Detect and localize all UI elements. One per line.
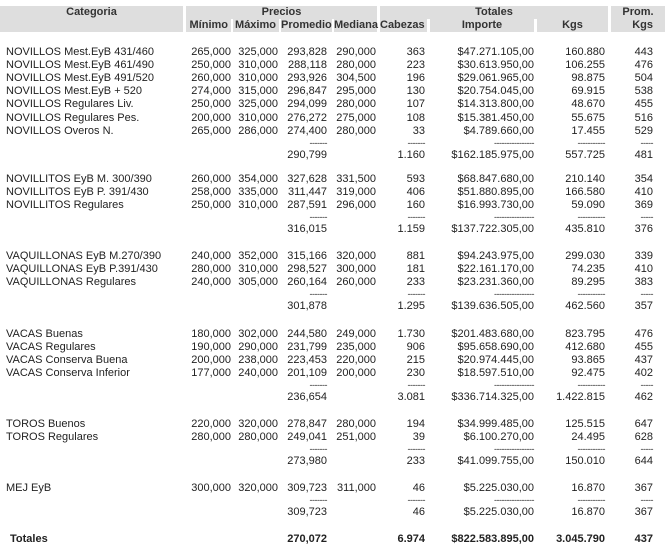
header-kgs: Kgs [537, 19, 608, 32]
cell-max: 315,000 [238, 85, 278, 98]
cell-max: 286,000 [238, 124, 278, 137]
cell-pk: 538 [634, 85, 653, 98]
cell-imp: $139.636.505,00 [451, 300, 534, 313]
cell-min: 250,000 [191, 98, 231, 111]
table-row [0, 72, 665, 85]
cell-min: 280,000 [191, 431, 231, 444]
cell-prom: 296,847 [287, 85, 327, 98]
separator-dashes: ------- [407, 137, 425, 148]
cell-cat: MEJ EyB [6, 482, 52, 494]
cell-prom: 301,878 [287, 300, 327, 313]
cell-imp: $29.061.965,00 [457, 72, 534, 85]
table-row [0, 98, 665, 111]
cell-imp: $5.225.030,00 [463, 482, 534, 494]
header-categoria: Categoria [0, 6, 183, 19]
cell-min: 260,000 [191, 173, 231, 185]
cell-cat: NOVILLOS Mest.EyB 431/460 [6, 46, 154, 58]
separator-dashes: ------- [309, 444, 327, 455]
separator-dashes: ------- [309, 212, 327, 223]
cell-pk: 357 [634, 300, 653, 313]
separator-dashes: ---------------- [494, 212, 534, 223]
cell-max: 310,000 [238, 72, 278, 85]
separator-dashes: ----- [640, 289, 653, 300]
cell-cab: 39 [412, 431, 425, 444]
separator-dashes: ----------- [577, 212, 605, 223]
separator-dashes: ----- [640, 380, 653, 391]
cell-prom: 316,015 [287, 223, 327, 236]
cell-med: 280,000 [336, 124, 376, 137]
cell-min: 240,000 [191, 250, 231, 262]
table-row [0, 263, 665, 276]
cell-pk: 644 [634, 455, 653, 468]
separator-dashes: ------- [309, 289, 327, 300]
cell-imp: $16.993.730,00 [457, 199, 534, 212]
cell-cat: VAQUILLONAS Regulares [6, 276, 137, 289]
cell-prom: 290,799 [287, 148, 327, 161]
cell-cab: 181 [406, 263, 425, 276]
cell-imp: $41.099.755,00 [457, 455, 534, 468]
cell-pk: 529 [634, 124, 653, 137]
cell-med: 331,500 [336, 173, 376, 185]
cell-max: 305,000 [238, 276, 278, 289]
cell-prom: 278,847 [287, 418, 327, 430]
cell-cat: NOVILLITOS EyB P. 391/430 [6, 186, 149, 199]
cell-pk: 354 [634, 173, 653, 185]
cell-cab: 881 [406, 250, 425, 262]
cell-med: 300,000 [336, 263, 376, 276]
cell-cat: NOVILLITOS EyB M. 300/390 [6, 173, 152, 185]
cell-prom: 249,041 [287, 431, 327, 444]
cell-prom: 244,580 [287, 328, 327, 340]
cell-imp: $14.313.800,00 [457, 98, 534, 111]
cell-pk: 628 [634, 431, 653, 444]
cell-prom: 309,723 [287, 506, 327, 518]
cell-max: 352,000 [238, 250, 278, 262]
cell-min: 265,000 [191, 124, 231, 137]
table-row [0, 354, 665, 367]
cell-cat: VACAS Buenas [6, 328, 83, 340]
cell-prom: 273,980 [287, 455, 327, 468]
separator-dashes: ---------------- [494, 495, 534, 505]
cell-cab: 593 [406, 173, 425, 185]
separator-dashes: ----- [640, 212, 653, 223]
table-row [0, 46, 665, 59]
cell-prom: 327,628 [287, 173, 327, 185]
table-row [0, 112, 665, 125]
cell-pk: 402 [634, 367, 653, 380]
cell-cab: 230 [406, 367, 425, 380]
cell-med: 304,500 [336, 72, 376, 85]
cell-prom: 288,118 [288, 59, 327, 72]
cell-kgs: 160.880 [565, 46, 605, 58]
table-row [0, 482, 665, 495]
cell-min: 250,000 [191, 199, 231, 212]
cell-min: 240,000 [191, 276, 231, 289]
header-minimo: Mínimo [186, 19, 231, 32]
cell-cab: 46 [412, 482, 425, 494]
cell-prom: 293,828 [287, 46, 327, 58]
cell-pk: 476 [634, 59, 653, 72]
header-prom: Prom. [611, 6, 665, 19]
cell-min: 200,000 [191, 111, 231, 124]
cell-min: 250,000 [191, 59, 231, 72]
cell-imp: $23.231.360,00 [457, 276, 534, 289]
cell-prom: 298,527 [287, 263, 327, 276]
cell-pk: 462 [634, 391, 653, 404]
cell-imp: $20.754.045,00 [457, 85, 534, 98]
table-row [0, 59, 665, 72]
cell-min: 220,000 [191, 418, 231, 430]
separator-dashes: ------- [407, 444, 425, 455]
subtotal-row [0, 300, 665, 313]
header-row-1 [0, 6, 665, 19]
cell-med: 251,000 [336, 431, 376, 444]
cell-cab: 107 [406, 98, 425, 111]
cell-cab: 1.295 [397, 300, 425, 313]
table-row [0, 328, 665, 341]
cell-cat: NOVILLITOS Regulares [6, 199, 124, 212]
cell-pk: 455 [634, 98, 653, 111]
cell-med: 319,000 [336, 186, 376, 199]
separator-dashes: ------- [407, 212, 425, 223]
cell-kgs: 106.255 [565, 59, 605, 72]
cell-prom: 294,099 [287, 98, 327, 111]
table-row [0, 431, 665, 444]
cell-kgs: 69.915 [571, 85, 605, 98]
cell-kgs: 557.725 [565, 148, 605, 161]
cell-kgs: 150.010 [565, 455, 605, 468]
grand-total-row [0, 533, 665, 546]
separator-dashes: ------- [407, 495, 425, 505]
cell-kgs: 125.515 [565, 418, 605, 430]
cell-pk: 647 [634, 418, 653, 430]
cell-pk: 437 [634, 354, 653, 367]
subtotal-row [0, 149, 665, 162]
cell-prom: 223,453 [287, 354, 327, 367]
cell-min: 265,000 [191, 46, 231, 58]
cell-imp: $68.847.680,00 [457, 173, 534, 185]
cell-pk: 481 [634, 148, 653, 161]
cell-imp: $34.999.485,00 [457, 418, 534, 430]
cell-imp: $47.271.105,00 [457, 46, 534, 58]
table-row [0, 341, 665, 354]
cell-imp: $95.658.690,00 [457, 341, 534, 354]
cell-pk: 504 [634, 72, 653, 85]
cell-max: 325,000 [238, 46, 278, 58]
cell-pk: 339 [634, 250, 653, 262]
separator-dashes: ------- [309, 380, 327, 391]
cell-prom: 201,109 [287, 367, 327, 380]
header-importe: Importe [430, 19, 534, 32]
cell-med: 280,000 [336, 98, 376, 111]
header-maximo: Máximo [233, 19, 279, 32]
cell-min: 274,000 [191, 85, 231, 98]
cell-cab: 196 [406, 72, 425, 85]
cell-med: 295,000 [336, 85, 376, 98]
cell-pk: 367 [634, 482, 653, 494]
cell-cat: TOROS Buenos [6, 418, 86, 430]
cell-imp: $137.722.305,00 [451, 223, 534, 236]
cell-kgs: 462.560 [565, 300, 605, 313]
cell-cab: 33 [412, 124, 425, 137]
cell-cat: TOROS Regulares [6, 431, 99, 444]
table-row [0, 199, 665, 212]
cell-imp: $94.243.975,00 [457, 250, 534, 262]
cell-cat: NOVILLOS Overos N. [6, 124, 114, 137]
cell-cab: 223 [406, 59, 425, 72]
cell-cat: NOVILLOS Regulares Pes. [6, 111, 140, 124]
table-row [0, 173, 665, 186]
cell-cat: NOVILLOS Mest.EyB + 520 [6, 85, 143, 98]
cell-min: 258,000 [191, 186, 231, 199]
cell-max: 280,000 [238, 431, 278, 444]
subtotal-row [0, 391, 665, 404]
cell-pk: 369 [634, 199, 653, 212]
cell-cab: 108 [406, 111, 425, 124]
cell-kgs: 89.295 [571, 276, 605, 289]
cell-kgs: 24.495 [571, 431, 605, 444]
cell-cab: 1.159 [397, 223, 425, 236]
cell-cab: 46 [412, 506, 425, 518]
table-row [0, 186, 665, 199]
cell-pk: 455 [634, 341, 653, 354]
cell-pk: 516 [634, 111, 653, 124]
separator-dashes: ---------------- [494, 380, 534, 391]
cell-kgs: 59.090 [571, 199, 605, 212]
separator-dashes: ----------- [577, 380, 605, 391]
cell-prom: 311,447 [288, 186, 327, 199]
cell-cat: VAQUILLONAS EyB P.391/430 [6, 263, 158, 276]
cell-cab: 215 [406, 354, 425, 367]
cell-min: 200,000 [191, 354, 231, 367]
separator-dashes: ------- [407, 289, 425, 300]
cell-cat: NOVILLOS Regulares Liv. [6, 98, 134, 111]
cell-med: 275,000 [336, 111, 376, 124]
cell-pk: 367 [634, 506, 653, 518]
cell-imp: $4.789.660,00 [463, 124, 534, 137]
cell-max: 320,000 [238, 482, 278, 494]
cell-kgs: 299.030 [565, 250, 605, 262]
cell-imp: $20.974.445,00 [457, 354, 534, 367]
cell-cab: 6.974 [397, 533, 425, 545]
cell-max: 310,000 [238, 263, 278, 276]
cell-kgs: 412.680 [565, 341, 605, 354]
cell-kgs: 74.235 [571, 263, 605, 276]
cell-cab: 3.081 [397, 391, 425, 404]
cell-cab: 406 [406, 186, 425, 199]
cell-cat: NOVILLOS Mest.EyB 491/520 [6, 72, 154, 85]
cell-cab: 194 [406, 418, 425, 430]
table-row [0, 85, 665, 98]
cell-cat: VACAS Regulares [6, 341, 96, 354]
cell-cat: VACAS Conserva Buena [6, 354, 128, 367]
cell-pk: 410 [634, 263, 653, 276]
separator-dashes: ----- [640, 137, 653, 148]
cell-kgs: 48.670 [571, 98, 605, 111]
separator-dashes: ---------------- [494, 289, 534, 300]
cell-kgs: 55.675 [571, 111, 605, 124]
cell-cat: Totales [10, 533, 48, 545]
separator-dashes: ----------- [577, 444, 605, 455]
header-row-2 [0, 19, 665, 32]
cell-imp: $336.714.325,00 [451, 391, 534, 404]
cell-min: 177,000 [191, 367, 231, 380]
cell-med: 260,000 [336, 276, 376, 289]
cell-max: 310,000 [238, 199, 278, 212]
header-precios: Precios [186, 6, 377, 19]
cell-kgs: 16.870 [571, 482, 605, 494]
cell-cab: 130 [406, 85, 425, 98]
separator-dashes: ----- [640, 495, 653, 505]
cell-max: 290,000 [238, 341, 278, 354]
cell-cab: 906 [406, 341, 425, 354]
table-row [0, 418, 665, 431]
cell-cab: 160 [406, 199, 425, 212]
cell-imp: $5.225.030,00 [463, 506, 534, 518]
cell-max: 240,000 [238, 367, 278, 380]
cell-imp: $822.583.895,00 [451, 533, 534, 545]
table-row [0, 367, 665, 380]
cell-med: 235,000 [336, 341, 376, 354]
cell-cat: VAQUILLONAS EyB M.270/390 [6, 250, 162, 262]
subtotal-row [0, 223, 665, 236]
separator-dashes: ----------- [577, 289, 605, 300]
header-mediana: Mediana [334, 19, 379, 31]
cell-cab: 1.730 [397, 328, 425, 340]
separator-dashes: ------- [407, 380, 425, 391]
cell-prom: 274,400 [287, 124, 327, 137]
cell-imp: $30.613.950,00 [457, 59, 534, 72]
cell-imp: $22.161.170,00 [457, 263, 534, 276]
cell-kgs: 93.865 [571, 354, 605, 367]
cell-min: 260,000 [191, 72, 231, 85]
separator-dashes: ---------------- [494, 444, 534, 455]
cell-imp: $6.100.270,00 [463, 431, 534, 444]
cell-imp: $18.597.510,00 [457, 367, 534, 380]
cell-kgs: 16.870 [571, 506, 605, 518]
cell-cab: 1.160 [397, 148, 425, 161]
cell-med: 249,000 [336, 328, 376, 340]
cell-med: 296,000 [336, 199, 376, 212]
cell-med: 311,000 [337, 482, 376, 494]
table-row [0, 276, 665, 289]
cell-imp: $201.483.680,00 [451, 328, 534, 340]
separator-dashes: ---------------- [494, 137, 534, 148]
cell-prom: 236,654 [287, 391, 327, 404]
cell-pk: 443 [634, 46, 653, 58]
cell-min: 300,000 [191, 482, 231, 494]
cell-kgs: 823.795 [565, 328, 605, 340]
separator-dashes: ----------- [577, 137, 605, 148]
cell-med: 280,000 [336, 59, 376, 72]
cell-imp: $15.381.450,00 [457, 111, 534, 124]
cell-med: 320,000 [336, 250, 376, 262]
cell-kgs: 17.455 [571, 124, 605, 137]
cell-prom: 315,166 [287, 250, 327, 262]
cell-prom: 287,591 [287, 199, 327, 212]
cell-pk: 437 [634, 533, 653, 545]
cell-imp: $162.185.975,00 [451, 148, 534, 161]
cell-med: 290,000 [336, 46, 376, 58]
header-categoria-blank [0, 19, 183, 32]
cell-kgs: 166.580 [565, 186, 605, 199]
cell-max: 335,000 [238, 186, 278, 199]
cell-pk: 476 [634, 328, 653, 340]
header-promedio: Promedio [281, 19, 332, 31]
cell-cab: 233 [406, 455, 425, 468]
cell-prom: 270,072 [287, 533, 327, 545]
cell-pk: 383 [634, 276, 653, 289]
cell-max: 354,000 [238, 173, 278, 185]
cell-min: 280,000 [191, 263, 231, 276]
cell-kgs: 1.422.815 [556, 391, 605, 404]
cell-kgs: 435.810 [565, 223, 605, 236]
cell-min: 190,000 [191, 341, 231, 354]
cell-imp: $51.880.895,00 [457, 186, 534, 199]
header-kgs-prom: Kgs [611, 19, 665, 32]
cell-cat: VACAS Conserva Inferior [6, 367, 130, 380]
subtotal-row [0, 506, 665, 519]
cell-pk: 376 [634, 223, 653, 236]
table-row [0, 250, 665, 263]
cell-kgs: 92.475 [571, 367, 605, 380]
cell-prom: 293,926 [287, 72, 327, 85]
cell-med: 200,000 [336, 367, 376, 380]
cell-prom: 260,164 [287, 276, 327, 289]
cell-med: 220,000 [336, 354, 376, 367]
separator-dashes: ----------- [577, 495, 605, 505]
header-totales: Totales [380, 6, 608, 19]
cell-cab: 363 [406, 46, 425, 58]
separator-dashes: ------- [309, 495, 327, 505]
cell-max: 310,000 [238, 59, 278, 72]
cell-prom: 231,799 [287, 341, 327, 354]
cell-kgs: 210.140 [565, 173, 605, 185]
cell-max: 325,000 [238, 98, 278, 111]
cell-kgs: 3.045.790 [556, 533, 605, 545]
cell-cat: NOVILLOS Mest.EyB 461/490 [6, 59, 154, 72]
separator-dashes: ----- [640, 444, 653, 455]
cell-cab: 233 [406, 276, 425, 289]
cell-min: 180,000 [191, 328, 231, 340]
separator-dashes: ------- [309, 137, 327, 148]
cell-kgs: 98.875 [571, 72, 605, 85]
cell-prom: 276,272 [287, 111, 327, 124]
subtotal-row [0, 455, 665, 468]
cell-pk: 410 [634, 186, 653, 199]
cell-max: 238,000 [238, 354, 278, 367]
header-cabezas: Cabezas [380, 19, 427, 32]
cell-med: 280,000 [336, 418, 376, 430]
cell-max: 320,000 [238, 418, 278, 430]
cell-prom: 309,723 [287, 482, 327, 494]
cell-max: 302,000 [238, 328, 278, 340]
table-row [0, 125, 665, 138]
cell-max: 310,000 [238, 111, 278, 124]
